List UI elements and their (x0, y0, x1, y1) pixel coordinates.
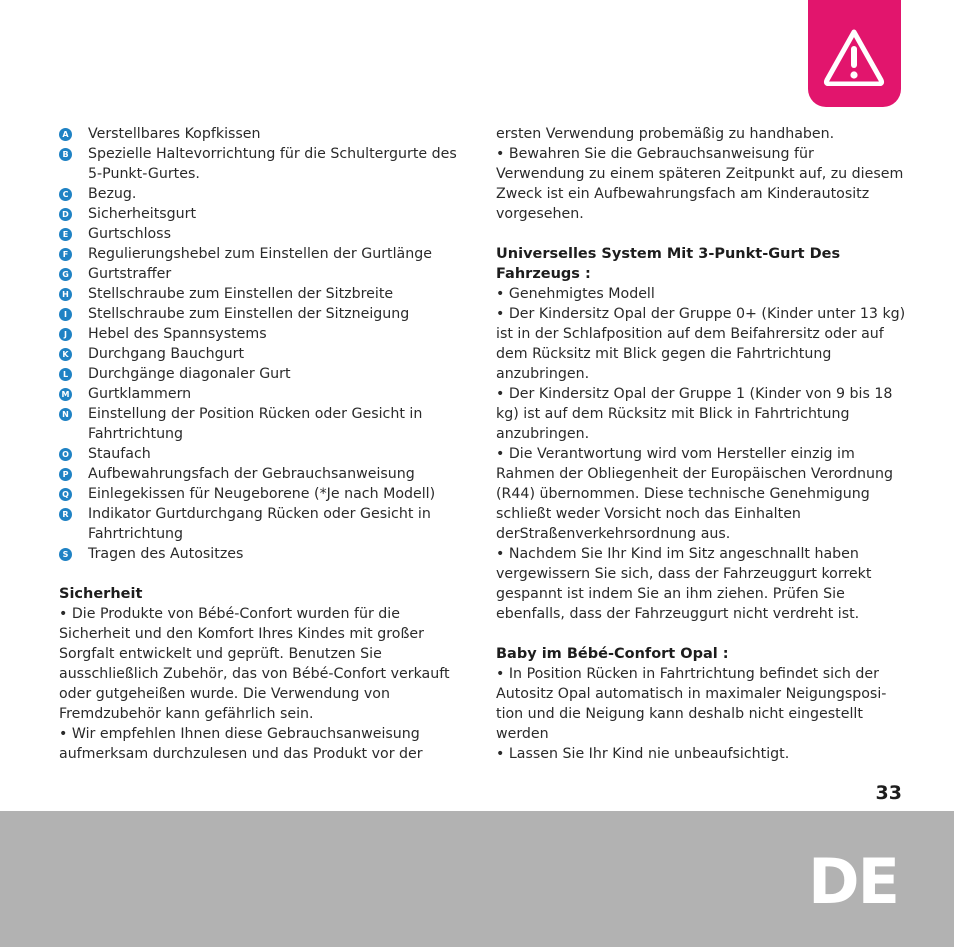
legend-item (59, 304, 459, 324)
legend-item (59, 144, 459, 184)
legend-item (59, 444, 459, 464)
universal-paragraph-5: • Nachdem Sie Ihr Kind im Sitz angeschnallt haben vergewissern Sie sich, dass der Fahrzeuggurt korrekt gespannt ist indem Sie an ihm ziehen. Prüfen Sie ebenfalls, dass der Fahrzeuggurt nicht verdreht ist. (496, 546, 872, 622)
legend-letter-badge: L (59, 368, 72, 381)
legend-item (59, 504, 459, 544)
legend-letter-badge: E (59, 228, 72, 241)
legend-letter-badge: D (59, 208, 72, 221)
legend-item (59, 544, 459, 564)
legend-letter-badge: R (59, 508, 72, 521)
legend-item (59, 264, 459, 284)
legend-item (59, 284, 459, 304)
legend-letter-badge: H (59, 288, 72, 301)
legend-item (59, 204, 459, 224)
legend-item (59, 384, 459, 404)
legend-item (59, 244, 459, 264)
language-code: DE (808, 845, 898, 918)
universal-paragraph-4: • Die Verantwortung wird vom Hersteller einzig im Rahmen der Obliegenheit der Europäischen Verordnung (R44) übernommen. Diese technische Genehmigung schließt weder Vorsicht noch das Einhalten derStraßenverkehrsordnung aus. (496, 446, 893, 542)
legend-item-text: Durchgang Bauchgurt (88, 346, 245, 362)
legend-item (59, 404, 459, 444)
sicherheit-paragraph-2-continued: ersten Verwendung probemäßig zu handhaben. (496, 126, 835, 142)
legend-letter-badge: O (59, 448, 72, 461)
legend-letter-badge: Q (59, 488, 72, 501)
legend-item (59, 344, 459, 364)
left-column (59, 124, 459, 764)
legend-letter-badge: M (59, 388, 72, 401)
universal-paragraph-2: • Der Kindersitz Opal der Gruppe 0+ (Kinder unter 13 kg) ist in der Schlafposition auf dem Beifahrersitz oder auf dem Rücksitz mit Blick gegen die Fahrtrichtung anzubringen. (496, 306, 906, 382)
legend-item (59, 484, 459, 504)
legend-letter-badge: C (59, 188, 72, 201)
legend-item (59, 364, 459, 384)
heading-baby-opal: Baby im Bébé-Confort Opal : (496, 646, 729, 662)
warning-tab (808, 0, 901, 107)
legend-letter-badge: I (59, 308, 72, 321)
page-number: 33 (875, 782, 902, 804)
heading-sicherheit: Sicherheit (59, 586, 143, 602)
legend-item (59, 224, 459, 244)
legend-item-text: Staufach (88, 446, 151, 462)
sicherheit-paragraph-1: • Die Produkte von Bébé-Confort wurden für die Sicherheit und den Komfort Ihres Kindes mit großer Sorgfalt entwickelt und geprüft. Benutzen Sie ausschließlich Zubehör, das von Bébé-Confort verkauft oder gutgeheißen wurde. Die Verwendung von Fremdzubehör kann gefährlich sein. (59, 606, 450, 722)
heading-universelles-system: Universelles System Mit 3-Punkt-Gurt Des Fahrzeugs : (496, 246, 841, 282)
legend-item-text: Gurtschloss (88, 226, 171, 242)
sicherheit-paragraph-3: • Bewahren Sie die Gebrauchsanweisung für Verwendung zu einem späteren Zeitpunkt auf, zu diesem Zweck ist ein Aufbewahrungsfach am Kinderautositz vorgesehen. (496, 146, 904, 222)
sicherheit-paragraph-2: • Wir empfehlen Ihnen diese Gebrauchsanweisung aufmerksam durchzulesen und das Produkt vor der (59, 726, 423, 762)
legend-item-text: Sicherheitsgurt (88, 206, 197, 222)
legend-item-text: Einstellung der Position Rücken oder Gesicht in Fahrtrichtung (88, 406, 423, 442)
legend-item-text: Verstellbares Kopfkissen (88, 126, 261, 142)
legend-letter-badge: A (59, 128, 72, 141)
legend-item-text: Aufbewahrungsfach der Gebrauchsanweisung (88, 466, 415, 482)
legend-item-text: Indikator Gurtdurchgang Rücken oder Gesicht in Fahrtrichtung (88, 506, 431, 542)
legend-item-text: Spezielle Haltevorrichtung für die Schultergurte des 5-Punkt-Gurtes. (88, 146, 457, 182)
legend-item (59, 124, 459, 144)
legend-letter-badge: F (59, 248, 72, 261)
universal-paragraph-3: • Der Kindersitz Opal der Gruppe 1 (Kinder von 9 bis 18 kg) ist auf dem Rücksitz mit Blick in Fahrtrichtung anzubringen. (496, 386, 893, 442)
baby-paragraph-2: • Lassen Sie Ihr Kind nie unbeaufsichtigt. (496, 746, 790, 762)
legend-item-text: Gurtstraffer (88, 266, 172, 282)
warning-triangle-icon (823, 28, 885, 86)
legend-item-text: Hebel des Spannsystems (88, 326, 267, 342)
legend-item-text: Stellschraube zum Einstellen der Sitzneigung (88, 306, 410, 322)
legend-item-text: Durchgänge diagonaler Gurt (88, 366, 291, 382)
universal-paragraph-1: • Genehmigtes Modell (496, 286, 655, 302)
legend-item-text: Tragen des Autositzes (88, 546, 244, 562)
legend-item-text: Gurtklammern (88, 386, 192, 402)
right-column (496, 124, 906, 764)
legend-letter-badge: G (59, 268, 72, 281)
legend-letter-badge: J (59, 328, 72, 341)
legend-item-text: Einlegekissen für Neugeborene (*Je nach Modell) (88, 486, 436, 502)
footer-band (0, 811, 954, 947)
legend-letter-badge: P (59, 468, 72, 481)
legend-item-text: Stellschraube zum Einstellen der Sitzbreite (88, 286, 394, 302)
legend-item (59, 324, 459, 344)
legend-letter-badge: S (59, 548, 72, 561)
legend-letter-badge: K (59, 348, 72, 361)
baby-paragraph-1: • In Position Rücken in Fahrtrichtung befindet sich der Autositz Opal automatisch in maximaler Neigungsposi-tion und die Neigung kann deshalb nicht eingestellt werden (496, 666, 887, 742)
legend-item-text: Regulierungshebel zum Einstellen der Gurtlänge (88, 246, 432, 262)
parts-legend-list (59, 124, 459, 564)
legend-item (59, 464, 459, 484)
legend-letter-badge: N (59, 408, 72, 421)
legend-item (59, 184, 459, 204)
legend-letter-badge: B (59, 148, 72, 161)
legend-item-text: Bezug. (88, 186, 137, 202)
